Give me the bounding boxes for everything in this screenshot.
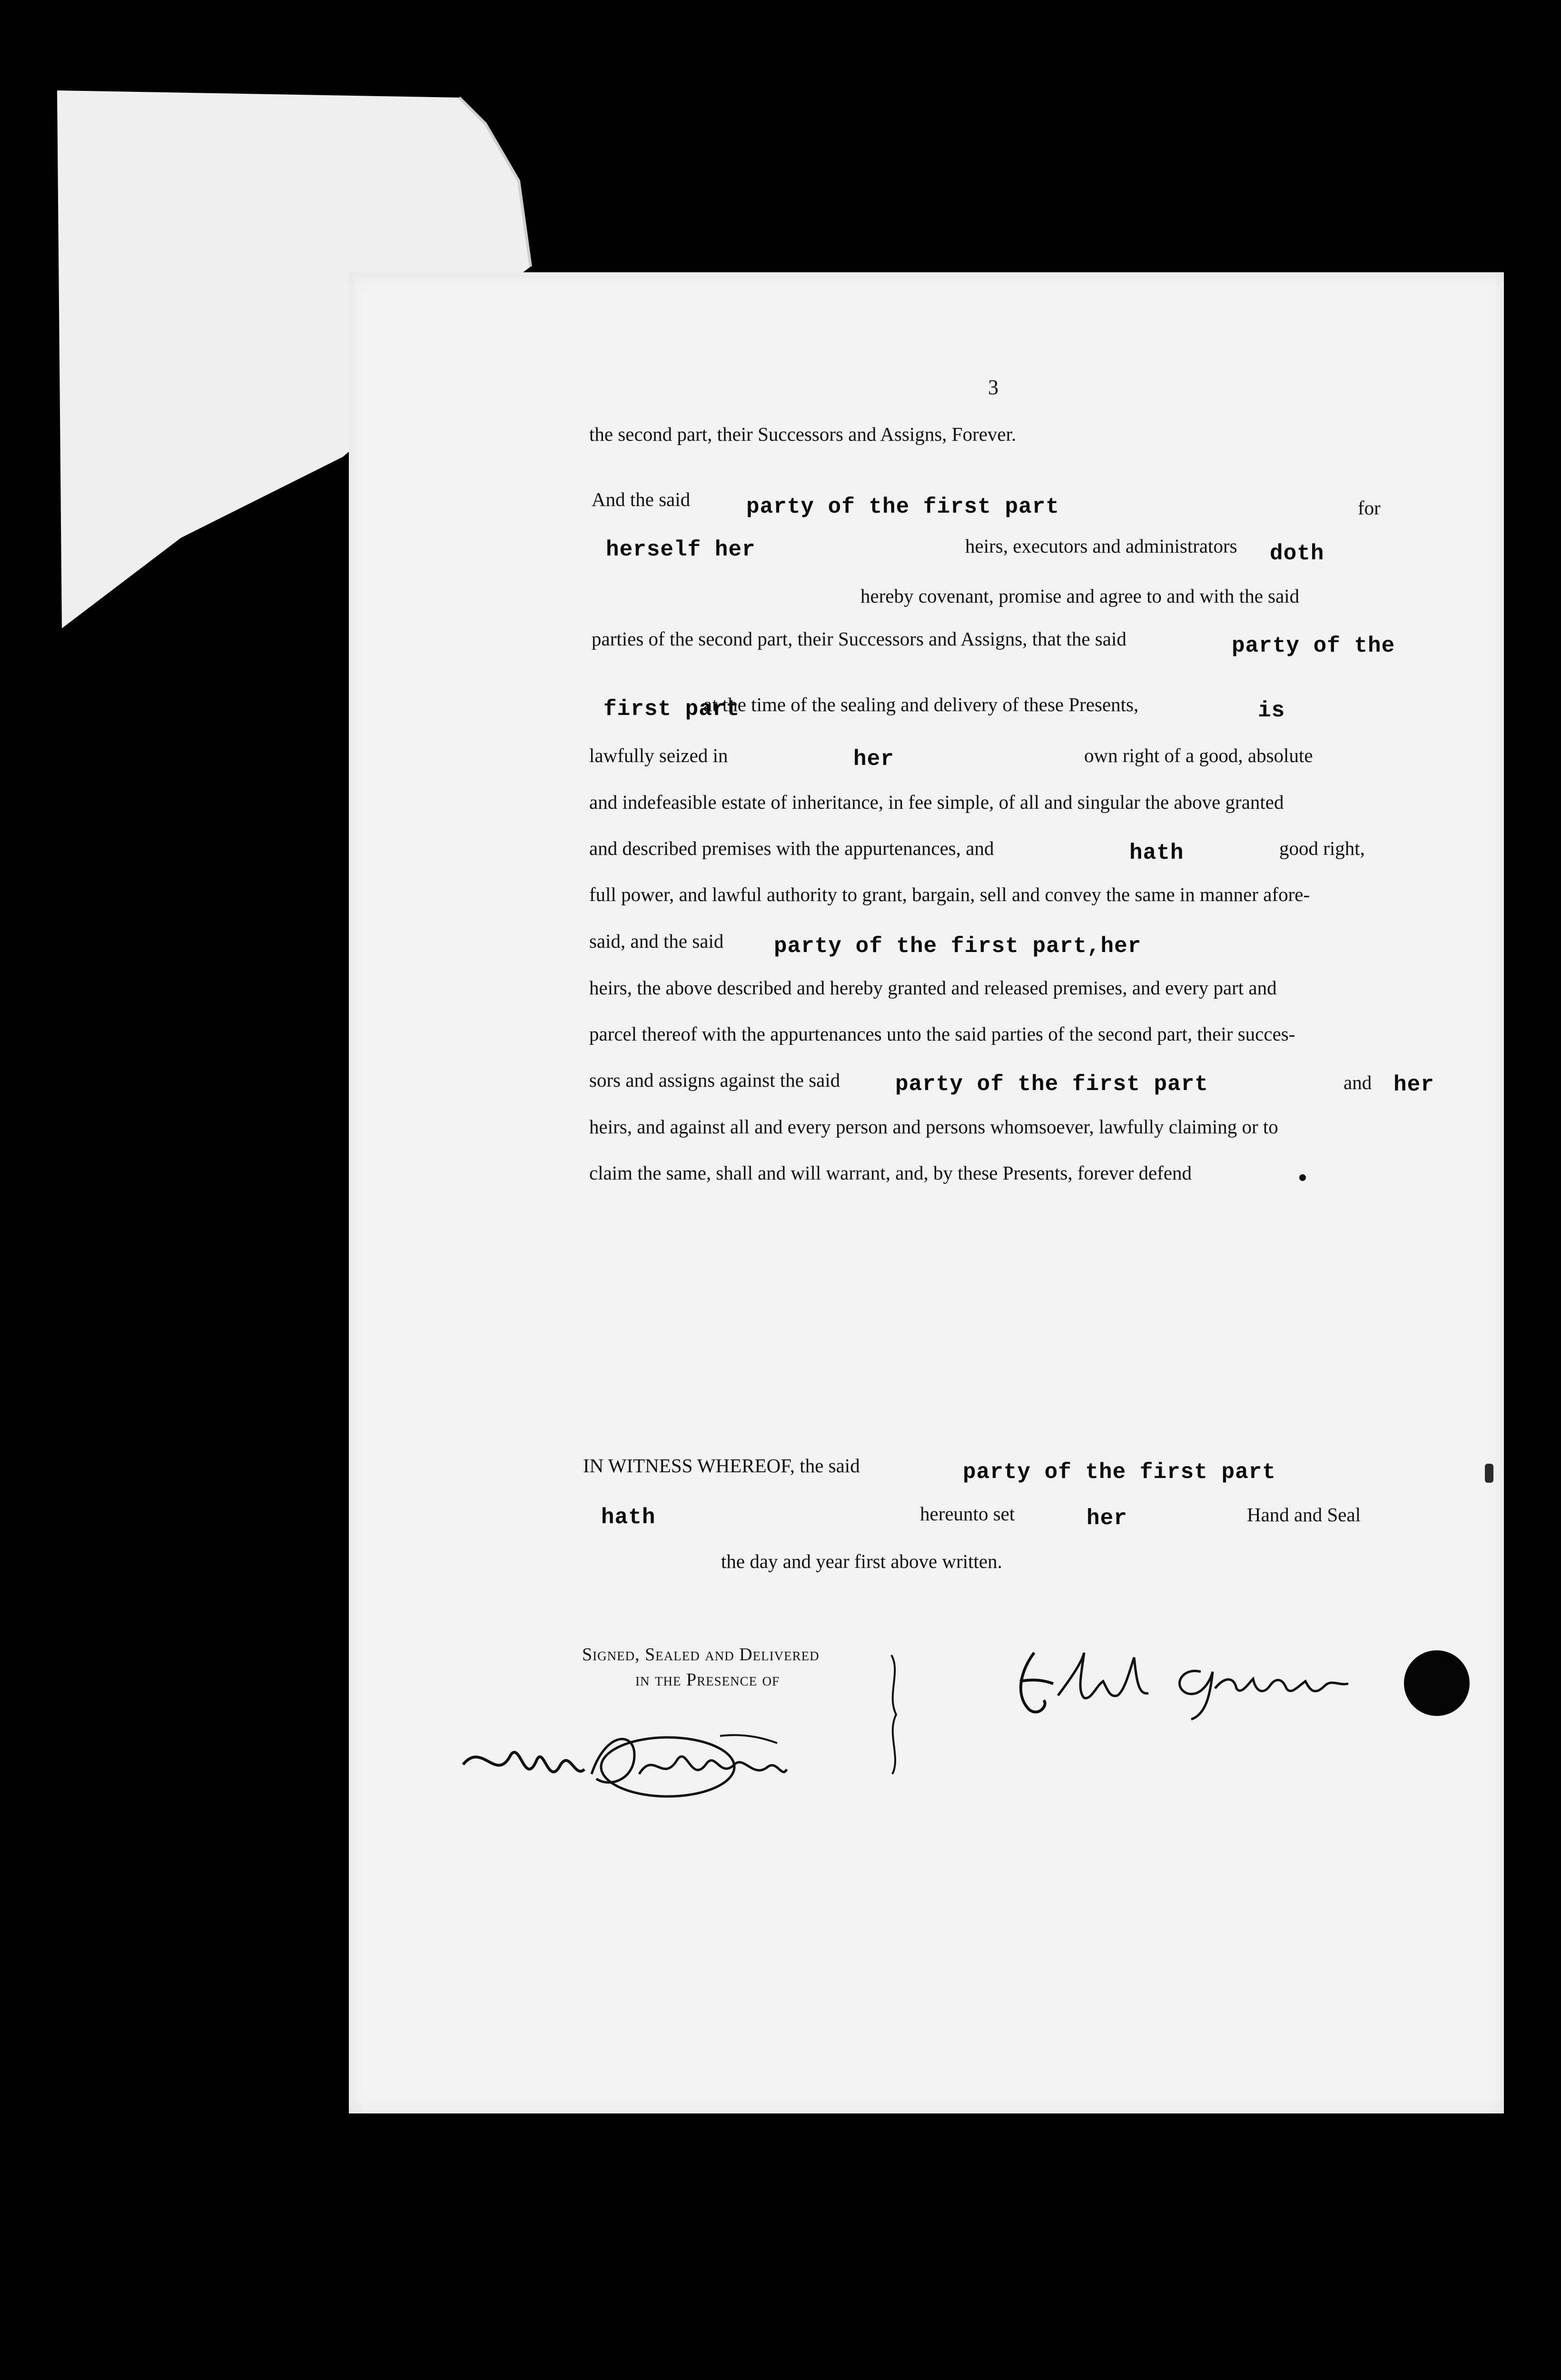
typed-party-first-part-her: party of the first part,her bbox=[774, 934, 1142, 959]
body-line-7a: lawfully seized in bbox=[589, 744, 728, 766]
witness-line-2b: Hand and Seal bbox=[1247, 1504, 1361, 1526]
typed-her-2: her bbox=[1393, 1072, 1434, 1097]
witness-line-1a: IN WITNESS WHEREOF, the said bbox=[583, 1455, 860, 1477]
body-line-13: parcel thereof with the appurtenances unto the said parties of the second part, their succes- bbox=[589, 1023, 1295, 1045]
body-line-2b: for bbox=[1358, 497, 1381, 519]
edge-mark bbox=[1485, 1464, 1493, 1483]
typed-party-first-part-3: party of the first part bbox=[963, 1460, 1276, 1485]
typed-hath-1: hath bbox=[1129, 841, 1184, 865]
typed-is: is bbox=[1258, 698, 1285, 723]
body-line-15: heirs, and against all and every person and persons whomsoever, lawfully claiming or to bbox=[589, 1116, 1278, 1138]
body-line-14a: sors and assigns against the said bbox=[589, 1069, 840, 1091]
grantor-signature bbox=[1001, 1643, 1372, 1724]
body-line-16: claim the same, shall and will warrant, and, by these Presents, forever defend bbox=[589, 1162, 1192, 1184]
body-line-9b: good right, bbox=[1279, 837, 1365, 859]
seal-circle bbox=[1404, 1650, 1470, 1716]
body-line-9a: and described premises with the appurtenances, and bbox=[589, 837, 994, 859]
typed-party-first-part-1: party of the first part bbox=[746, 495, 1059, 519]
typed-her-1: her bbox=[853, 747, 894, 772]
typed-herself-her: herself her bbox=[606, 537, 756, 562]
witness-signature bbox=[454, 1722, 796, 1807]
body-line-1: the second part, their Successors and Assigns, Forever. bbox=[589, 423, 1017, 445]
body-line-3a: heirs, executors and administrators bbox=[965, 535, 1237, 557]
bracket-line bbox=[882, 1653, 910, 1776]
typed-first-part: first part bbox=[603, 697, 740, 722]
typed-party-of-the: party of the bbox=[1232, 634, 1395, 658]
body-line-5a: parties of the second part, their Successors and Assigns, that the said bbox=[592, 628, 1126, 650]
page-number: 3 bbox=[988, 376, 998, 399]
typed-doth: doth bbox=[1270, 541, 1324, 566]
typed-her-3: her bbox=[1087, 1506, 1127, 1531]
body-line-12: heirs, the above described and hereby granted and released premises, and every part and bbox=[589, 977, 1277, 999]
period-mark bbox=[1299, 1174, 1306, 1181]
typed-hath-2: hath bbox=[601, 1505, 656, 1530]
body-line-14b: and bbox=[1344, 1071, 1372, 1093]
typed-party-first-part-2: party of the first part bbox=[895, 1072, 1208, 1097]
witness-line-2a: hereunto set bbox=[920, 1503, 1015, 1525]
body-line-4: hereby covenant, promise and agree to and with the said bbox=[860, 585, 1300, 607]
body-line-2a: And the said bbox=[592, 488, 691, 510]
body-line-6a: at the time of the sealing and delivery of these Presents, bbox=[703, 694, 1139, 715]
body-line-11a: said, and the said bbox=[589, 930, 724, 952]
attestation-line-2: in the Presence of bbox=[635, 1670, 780, 1690]
body-line-7b: own right of a good, absolute bbox=[1084, 744, 1313, 766]
witness-line-3: the day and year first above written. bbox=[721, 1550, 1002, 1572]
document-page bbox=[349, 272, 1504, 2113]
body-line-8: and indefeasible estate of inheritance, in fee simple, of all and singular the above granted bbox=[589, 791, 1284, 813]
attestation-line-1: Signed, Sealed and Delivered bbox=[582, 1645, 820, 1665]
body-line-10: full power, and lawful authority to grant, bargain, sell and convey the same in manner afore- bbox=[589, 883, 1310, 905]
